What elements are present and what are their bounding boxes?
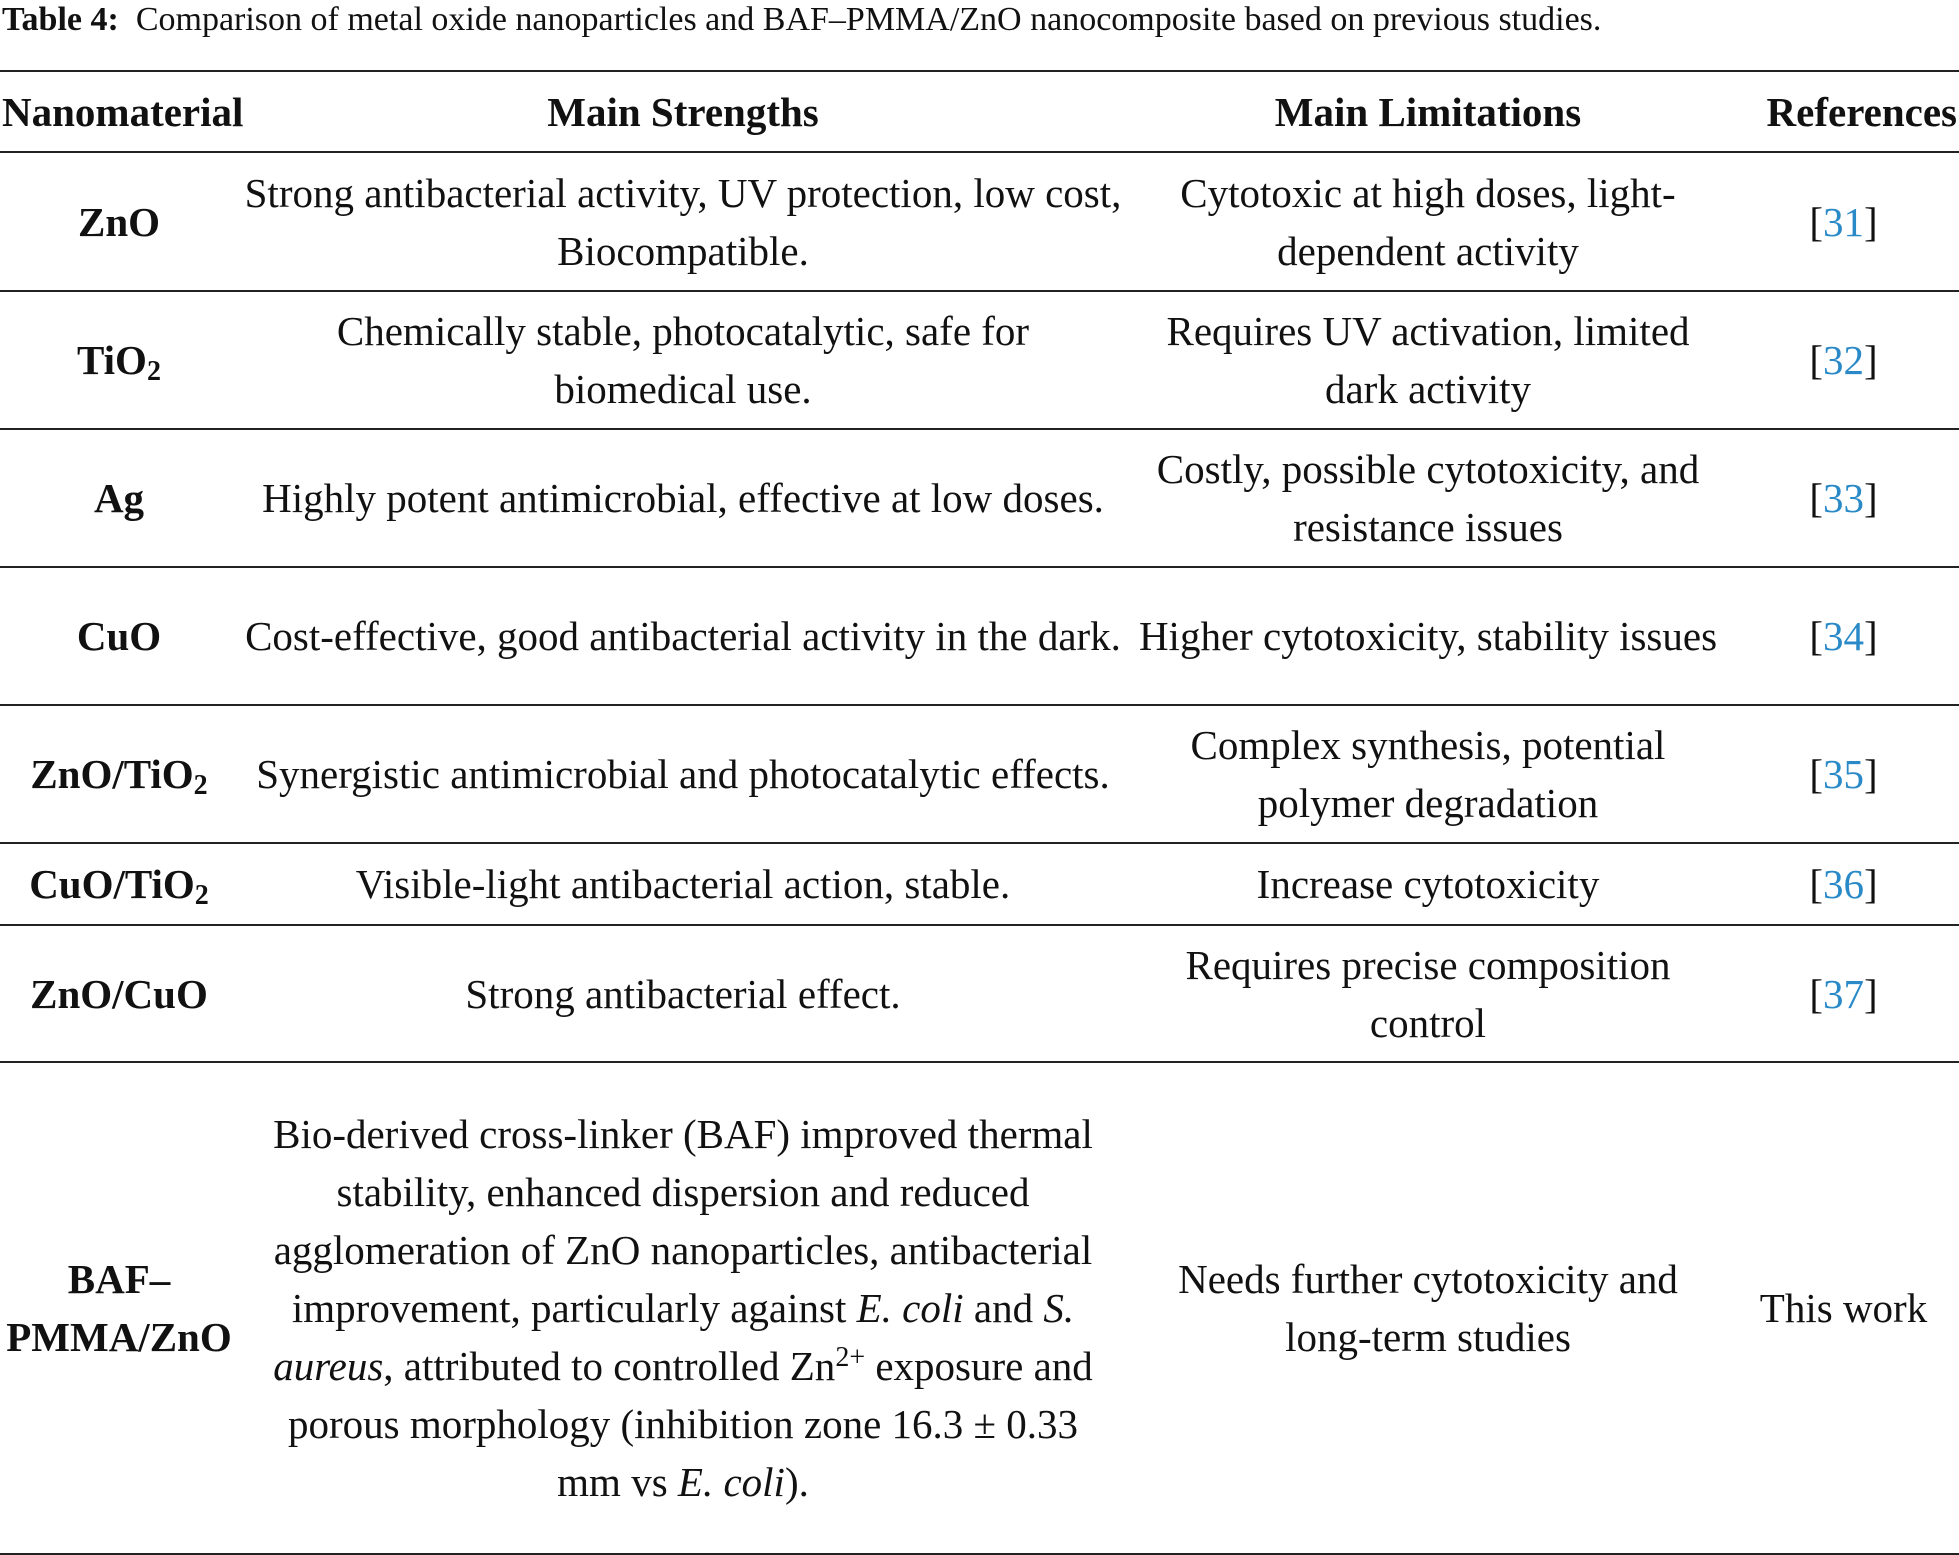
header-limitations: Main Limitations	[1274, 88, 1582, 135]
strengths-cell: Chemically stable, photocatalytic, safe for biomedical use.	[336, 308, 1030, 412]
strengths-cell: Visible-light antibacterial action, stable.	[355, 861, 1011, 907]
formula-subscript: 2	[194, 880, 209, 911]
nanomaterial-cell: ZnO	[77, 198, 161, 245]
formula-subscript: 2	[193, 770, 208, 801]
species-name: S. aureus	[273, 1285, 1075, 1389]
strengths-cell: Highly potent antimicrobial, effective at low doses.	[262, 475, 1104, 521]
nanomaterial-cell	[0, 705, 238, 843]
nanomaterial-cell: Ag	[93, 475, 145, 521]
header-row	[0, 71, 1959, 152]
reference-link[interactable]: 34	[1823, 613, 1864, 659]
table-row	[0, 705, 1959, 843]
strengths-cell: Strong antibacterial effect.	[465, 970, 901, 1017]
limitations-cell: Needs further cytotoxicity and long-term studies	[1178, 1256, 1678, 1360]
header-strengths: Main Strengths	[547, 88, 819, 135]
header-nanomaterial: Nanomaterial	[2, 88, 244, 135]
limitations-cell: Costly, possible cytotoxicity, and resistance issues	[1156, 446, 1700, 550]
reference-cell[interactable]: [34]	[1809, 613, 1878, 659]
limitations-cell: Higher cytotoxicity, stability issues	[1138, 613, 1718, 659]
strengths-cell: Synergistic antimicrobial and photocatalytic effects.	[256, 751, 1110, 797]
limitations-cell: Increase cytotoxicity	[1256, 861, 1600, 907]
reference-link[interactable]: 37	[1823, 970, 1864, 1017]
reference-cell[interactable]: [31]	[1809, 198, 1878, 245]
table-row	[0, 1062, 1959, 1554]
table-row	[0, 291, 1959, 429]
limitations-cell: Complex synthesis, potential polymer degradation	[1190, 722, 1666, 826]
species-name: E. coli	[677, 1459, 785, 1505]
limitations-cell: Requires precise composition control	[1185, 941, 1671, 1046]
reference-cell[interactable]: [37]	[1809, 970, 1878, 1017]
reference-cell[interactable]: [36]	[1809, 861, 1878, 907]
ion-charge: 2+	[835, 1342, 866, 1373]
nanomaterial-cell: CuO	[76, 613, 162, 659]
nanomaterial-cell	[0, 843, 238, 925]
reference-cell[interactable]: [32]	[1809, 337, 1878, 383]
strengths-cell: Bio-derived cross-linker (BAF) improved thermal stability, enhanced dispersion and reduced agglomeration of ZnO nanoparticles, antibacterial improvement, particularly against E. coli and S. aureus, attributed to controlled $Zn^{2+}$ exposure and porous morphology (inhibition zone 16.3 ± 0.33 mm vs E. coli).	[273, 1111, 1093, 1505]
limitations-cell: Cytotoxic at high doses, light-dependent activity	[1180, 169, 1676, 274]
reference-link[interactable]: 36	[1823, 861, 1864, 907]
table-row	[0, 429, 1959, 567]
nanomaterial-cell	[0, 291, 238, 429]
table-row	[0, 843, 1959, 925]
header-references: References	[1766, 88, 1957, 135]
reference-cell[interactable]: [35]	[1809, 751, 1878, 797]
reference-link[interactable]: 33	[1823, 475, 1864, 521]
reference-cell[interactable]: [33]	[1809, 475, 1878, 521]
comparison-table	[0, 70, 1959, 1555]
formula-subscript: 2	[146, 356, 161, 387]
formula-text: ZnO/TiO	[30, 751, 194, 797]
reference-link[interactable]: 31	[1823, 198, 1864, 245]
table-row	[0, 567, 1959, 705]
nanomaterial-cell: BAF–PMMA/ZnO	[6, 1256, 232, 1360]
formula-text: TiO	[77, 337, 147, 383]
table-caption	[2, 0, 1952, 40]
reference-cell: This work	[1759, 1285, 1928, 1331]
nanomaterial-cell: ZnO/CuO	[30, 970, 208, 1017]
table-row	[0, 152, 1959, 291]
table-row	[0, 925, 1959, 1062]
strengths-cell: Cost-effective, good antibacterial activity in the dark.	[245, 613, 1121, 659]
reference-link[interactable]: 32	[1823, 337, 1864, 383]
species-name: E. coli	[856, 1285, 964, 1331]
formula-text: CuO/TiO	[29, 861, 195, 907]
caption-text: Comparison of metal oxide nanoparticles and BAF–PMMA/ZnO nanocomposite based on previous studies.	[135, 1, 1602, 38]
caption-label: Table 4:	[2, 1, 119, 38]
strengths-cell: Strong antibacterial activity, UV protection, low cost, Biocompatible.	[244, 169, 1122, 274]
reference-link[interactable]: 35	[1823, 751, 1864, 797]
limitations-cell: Requires UV activation, limited dark activity	[1166, 308, 1690, 412]
